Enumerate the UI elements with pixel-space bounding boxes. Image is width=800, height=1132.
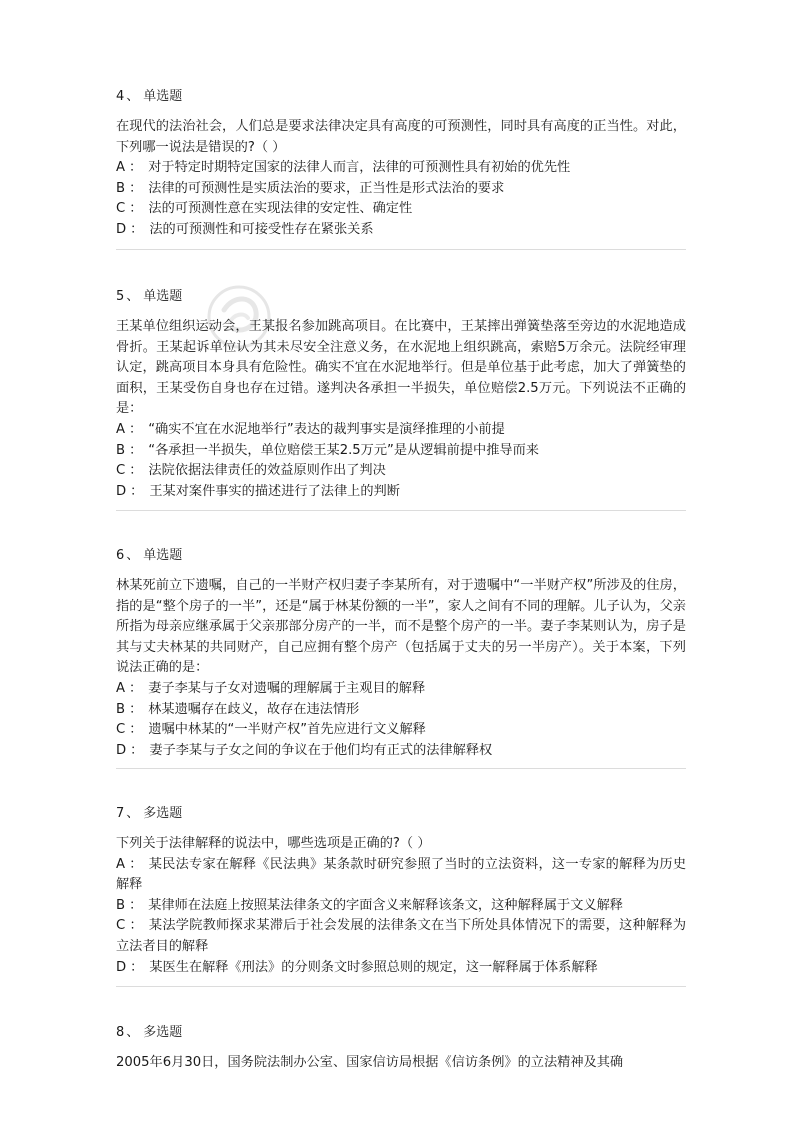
option-letter: C bbox=[116, 722, 126, 738]
option-c: C ： 遗嘱中林某的“一半财产权”首先应进行文义解释 bbox=[116, 722, 426, 738]
option-text: 某法学院教师探求某滞后于社会发展的法律条文在当下所处具体情况下的需要，这种解释为立法者目的解释 bbox=[116, 918, 687, 954]
option-letter: D bbox=[116, 742, 127, 758]
question-header bbox=[116, 803, 686, 825]
question-number: 4 bbox=[116, 89, 125, 104]
option-d: D ： 某医生在解释《刑法》的分则条文时参照总则的规定，这一解释属于体系解释 bbox=[116, 959, 598, 975]
option-c: C ： 某法学院教师探求某滞后于社会发展的法律条文在当下所处具体情况下的需要，这种解释为立法者目的解释 bbox=[116, 918, 687, 954]
question-number: 8 bbox=[116, 1025, 125, 1040]
question-separator: 、 bbox=[126, 1025, 140, 1040]
option-letter: A bbox=[116, 160, 126, 176]
option-b: B ： 法律的可预测性是实质法治的要求，正当性是形式法治的要求 bbox=[116, 180, 505, 196]
option-a: A ： “确实不宜在水泥地举行”表达的裁判事实是演绎推理的小前提 bbox=[116, 421, 505, 437]
option-a: A ： 某民法专家在解释《民法典》某条款时研究参照了当时的立法资料，这一专家的解释为历史解释 bbox=[116, 856, 687, 893]
question-stem: 在现代的法治社会，人们总是要求法律决定具有高度的可预测性，同时具有高度的正当性。对此，下列哪一说法是错误的?（ ） bbox=[116, 119, 686, 155]
option-text: 王某对案件事实的描述进行了法律上的判断 bbox=[149, 483, 400, 499]
question-number: 5 bbox=[116, 289, 125, 304]
option-letter: B bbox=[116, 180, 126, 196]
question-4 bbox=[116, 86, 686, 241]
question-separator: 、 bbox=[126, 89, 140, 104]
option-letter: C bbox=[116, 918, 126, 934]
question-number: 7 bbox=[116, 806, 125, 821]
option-letter: C bbox=[116, 201, 126, 217]
section-divider bbox=[116, 768, 686, 769]
section-divider bbox=[116, 986, 686, 987]
option-d: D ： 法的可预测性和可接受性存在紧张关系 bbox=[116, 221, 374, 237]
option-letter: B bbox=[116, 701, 126, 717]
option-b: B ： 某律师在法庭上按照某法律条文的字面含义来解释该条文，这种解释属于文义解释 bbox=[116, 897, 623, 913]
option-d: D ： 王某对案件事实的描述进行了法律上的判断 bbox=[116, 483, 400, 499]
option-letter: D bbox=[116, 959, 127, 975]
question-header bbox=[116, 1022, 686, 1044]
question-separator: 、 bbox=[126, 806, 140, 821]
option-letter: D bbox=[116, 483, 127, 499]
question-header bbox=[116, 545, 686, 567]
section-divider bbox=[116, 249, 686, 250]
option-text: 林某遗嘱存在歧义，故存在违法情形 bbox=[148, 701, 360, 717]
option-text: 某律师在法庭上按照某法律条文的字面含义来解释该条文，这种解释属于文义解释 bbox=[148, 897, 623, 913]
option-text: 某医生在解释《刑法》的分则条文时参照总则的规定，这一解释属于体系解释 bbox=[149, 959, 598, 975]
option-b: B ： 林某遗嘱存在歧义，故存在违法情形 bbox=[116, 701, 360, 717]
option-text: 妻子李某与子女之间的争议在于他们均有正式的法律解释权 bbox=[149, 742, 493, 758]
question-stem: 下列关于法律解释的说法中，哪些选项是正确的?（ ） bbox=[116, 836, 431, 851]
question-separator: 、 bbox=[126, 548, 140, 563]
question-6 bbox=[116, 545, 686, 761]
option-text: 法院依据法律责任的效益原则作出了判决 bbox=[148, 463, 386, 479]
question-5 bbox=[116, 286, 686, 502]
question-type: 单选题 bbox=[143, 89, 183, 104]
question-type: 单选题 bbox=[143, 289, 183, 304]
option-letter: A bbox=[116, 680, 126, 696]
option-text: 某民法专家在解释《民法典》某条款时研究参照了当时的立法资料，这一专家的解释为历史解释 bbox=[116, 856, 687, 893]
option-text: “确实不宜在水泥地举行”表达的裁判事实是演绎推理的小前提 bbox=[148, 421, 505, 437]
option-letter: B bbox=[116, 442, 126, 458]
option-letter: B bbox=[116, 897, 126, 913]
option-c: C ： 法院依据法律责任的效益原则作出了判决 bbox=[116, 463, 386, 479]
option-letter: A bbox=[116, 421, 126, 437]
option-b: B ： “各承担一半损失，单位赔偿王某2.5万元”是从逻辑前提中推导而来 bbox=[116, 442, 539, 458]
question-7 bbox=[116, 803, 686, 978]
question-header bbox=[116, 86, 686, 108]
option-a: A ： 对于特定时期特定国家的法律人而言，法律的可预测性具有初始的优先性 bbox=[116, 160, 571, 176]
option-c: C ： 法的可预测性意在实现法律的安定性、确定性 bbox=[116, 201, 413, 217]
option-letter: D bbox=[116, 221, 127, 237]
option-text: 法的可预测性和可接受性存在紧张关系 bbox=[149, 221, 374, 237]
option-text: “各承担一半损失，单位赔偿王某2.5万元”是从逻辑前提中推导而来 bbox=[148, 442, 539, 458]
option-d: D ： 妻子李某与子女之间的争议在于他们均有正式的法律解释权 bbox=[116, 742, 493, 758]
question-stem: 2005年6月30日，国务院法制办公室、国家信访局根据《信访条例》的立法精神及其确 bbox=[116, 1055, 624, 1070]
option-text: 法的可预测性意在实现法律的安定性、确定性 bbox=[148, 201, 413, 217]
option-text: 遗嘱中林某的“一半财产权”首先应进行文义解释 bbox=[148, 722, 426, 738]
option-letter: C bbox=[116, 463, 126, 479]
question-header bbox=[116, 286, 686, 308]
question-stem: 王某单位组织运动会，王某报名参加跳高项目。在比赛中，王某摔出弹簧垫落至旁边的水泥地造成骨折。王某起诉单位认为其未尽安全注意义务，在水泥地上组织跳高，索赔5万余元。法院经审理认定，跳高项目本身具有危险性。确实不宜在水泥地举行。但是单位基于此考虑，加大了弹簧垫的面积，王某受伤自身也存在过错。遂判决各承担一半损失，单位赔偿2.5万元。下列说法不正确的是： bbox=[116, 319, 686, 417]
section-divider bbox=[116, 510, 686, 511]
option-text: 妻子李某与子女对遗嘱的理解属于主观目的解释 bbox=[148, 680, 426, 696]
question-type: 多选题 bbox=[143, 1025, 183, 1040]
question-type: 单选题 bbox=[143, 548, 183, 563]
question-type: 多选题 bbox=[143, 806, 183, 821]
question-stem: 林某死前立下遗嘱，自己的一半财产权归妻子李某所有，对于遗嘱中“一半财产权”所涉及的住房，指的是“整个房子的一半”，还是“属于林某份额的一半”，家人之间有不同的理解。儿子认为，父亲所指为母亲应继承属于父亲那部分房产的一半，而不是整个房产的一半。妻子李某则认为，房子是其与丈夫林某的共同财产，自己应拥有整个房产（包括属于丈夫的另一半房产）。关于本案，下列说法正确的是： bbox=[116, 578, 686, 676]
question-8 bbox=[116, 1022, 686, 1074]
option-a: A ： 妻子李某与子女对遗嘱的理解属于主观目的解释 bbox=[116, 680, 426, 696]
question-separator: 、 bbox=[126, 289, 140, 304]
option-letter: A bbox=[116, 856, 126, 872]
option-text: 法律的可预测性是实质法治的要求，正当性是形式法治的要求 bbox=[148, 180, 505, 196]
option-text: 对于特定时期特定国家的法律人而言，法律的可预测性具有初始的优先性 bbox=[148, 160, 571, 176]
question-number: 6 bbox=[116, 548, 125, 563]
